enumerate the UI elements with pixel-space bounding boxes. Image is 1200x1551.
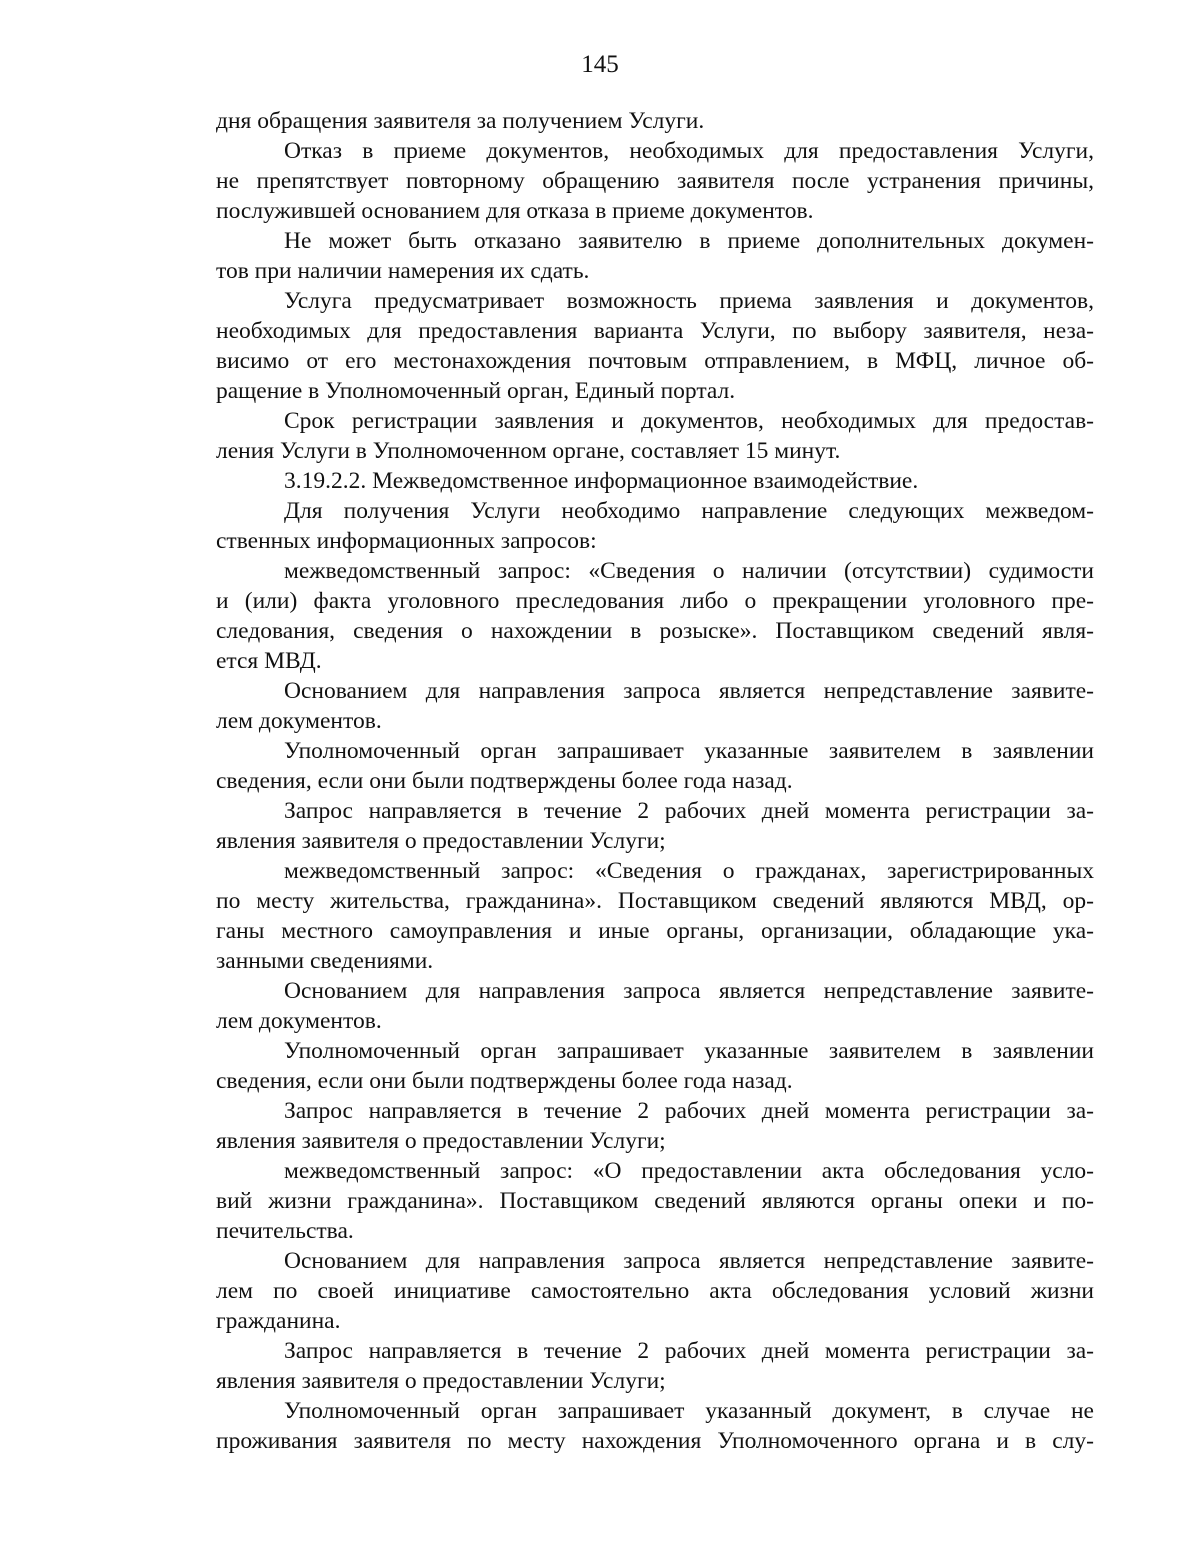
text-line: лем документов. bbox=[216, 708, 382, 734]
text-line: ется МВД. bbox=[216, 648, 322, 674]
text-line: Отказ в приеме документов, необходимых для предоставления Услуги, bbox=[284, 138, 1094, 164]
text-line: межведомственный запрос: «Сведения о гражданах, зарегистрированных bbox=[284, 858, 1094, 884]
text-line: ганы местного самоуправления и иные органы, организации, обладающие ука- bbox=[216, 918, 1094, 944]
text-line: дня обращения заявителя за получением Услуги. bbox=[216, 108, 705, 134]
text-line: 3.19.2.2. Межведомственное информационное взаимодействие. bbox=[284, 468, 919, 494]
text-line: ственных информационных запросов: bbox=[216, 528, 597, 554]
text-line: явления заявителя о предоставлении Услуги; bbox=[216, 828, 666, 854]
text-line: Не может быть отказано заявителю в приеме дополнительных докумен- bbox=[284, 228, 1094, 254]
text-line: Основанием для направления запроса является непредставление заявите- bbox=[284, 678, 1094, 704]
text-line: Запрос направляется в течение 2 рабочих дней момента регистрации за- bbox=[284, 1338, 1094, 1364]
text-line: гражданина. bbox=[216, 1308, 341, 1334]
text-line: явления заявителя о предоставлении Услуги; bbox=[216, 1128, 666, 1154]
text-line: явления заявителя о предоставлении Услуги; bbox=[216, 1368, 666, 1394]
text-line: послужившей основанием для отказа в приеме документов. bbox=[216, 198, 814, 224]
text-line: необходимых для предоставления варианта Услуги, по выбору заявителя, неза- bbox=[216, 318, 1094, 344]
text-line: сведения, если они были подтверждены более года назад. bbox=[216, 1068, 793, 1094]
text-line: проживания заявителя по месту нахождения Уполномоченного органа и в слу- bbox=[216, 1428, 1094, 1454]
text-line: занными сведениями. bbox=[216, 948, 434, 974]
text-line: и (или) факта уголовного преследования либо о прекращении уголовного пре- bbox=[216, 588, 1094, 614]
text-line: Запрос направляется в течение 2 рабочих дней момента регистрации за- bbox=[284, 1098, 1094, 1124]
document-body bbox=[216, 106, 1094, 1456]
text-line: Услуга предусматривает возможность приема заявления и документов, bbox=[284, 288, 1094, 314]
text-line: следования, сведения о нахождении в розыске». Поставщиком сведений явля- bbox=[216, 618, 1094, 644]
text-line: межведомственный запрос: «Сведения о наличии (отсутствии) судимости bbox=[284, 558, 1094, 584]
text-line: ращение в Уполномоченный орган, Единый портал. bbox=[216, 378, 736, 404]
page-number: 145 bbox=[581, 51, 619, 78]
text-line: сведения, если они были подтверждены более года назад. bbox=[216, 768, 793, 794]
text-line: Для получения Услуги необходимо направление следующих межведом- bbox=[284, 498, 1094, 524]
text-line: печительства. bbox=[216, 1218, 354, 1244]
text-line: висимо от его местонахождения почтовым отправлением, в МФЦ, личное об- bbox=[216, 348, 1094, 374]
text-line: ления Услуги в Уполномоченном органе, составляет 15 минут. bbox=[216, 438, 841, 464]
text-line: тов при наличии намерения их сдать. bbox=[216, 258, 590, 284]
text-line: по месту жительства, гражданина». Поставщиком сведений являются МВД, ор- bbox=[216, 888, 1094, 914]
text-line: Запрос направляется в течение 2 рабочих дней момента регистрации за- bbox=[284, 798, 1094, 824]
text-line: межведомственный запрос: «О предоставлении акта обследования усло- bbox=[284, 1158, 1094, 1184]
text-line: лем документов. bbox=[216, 1008, 382, 1034]
text-line: Основанием для направления запроса является непредставление заявите- bbox=[284, 1248, 1094, 1274]
text-line: Уполномоченный орган запрашивает указанные заявителем в заявлении bbox=[284, 1038, 1094, 1064]
text-line: Основанием для направления запроса является непредставление заявите- bbox=[284, 978, 1094, 1004]
text-line: Уполномоченный орган запрашивает указанные заявителем в заявлении bbox=[284, 738, 1094, 764]
text-line: вий жизни гражданина». Поставщиком сведений являются органы опеки и по- bbox=[216, 1188, 1094, 1214]
text-line: не препятствует повторному обращению заявителя после устранения причины, bbox=[216, 168, 1094, 194]
text-line: лем по своей инициативе самостоятельно акта обследования условий жизни bbox=[216, 1278, 1094, 1304]
text-line: Уполномоченный орган запрашивает указанный документ, в случае не bbox=[284, 1398, 1094, 1424]
text-line: Срок регистрации заявления и документов, необходимых для предостав- bbox=[284, 408, 1094, 434]
